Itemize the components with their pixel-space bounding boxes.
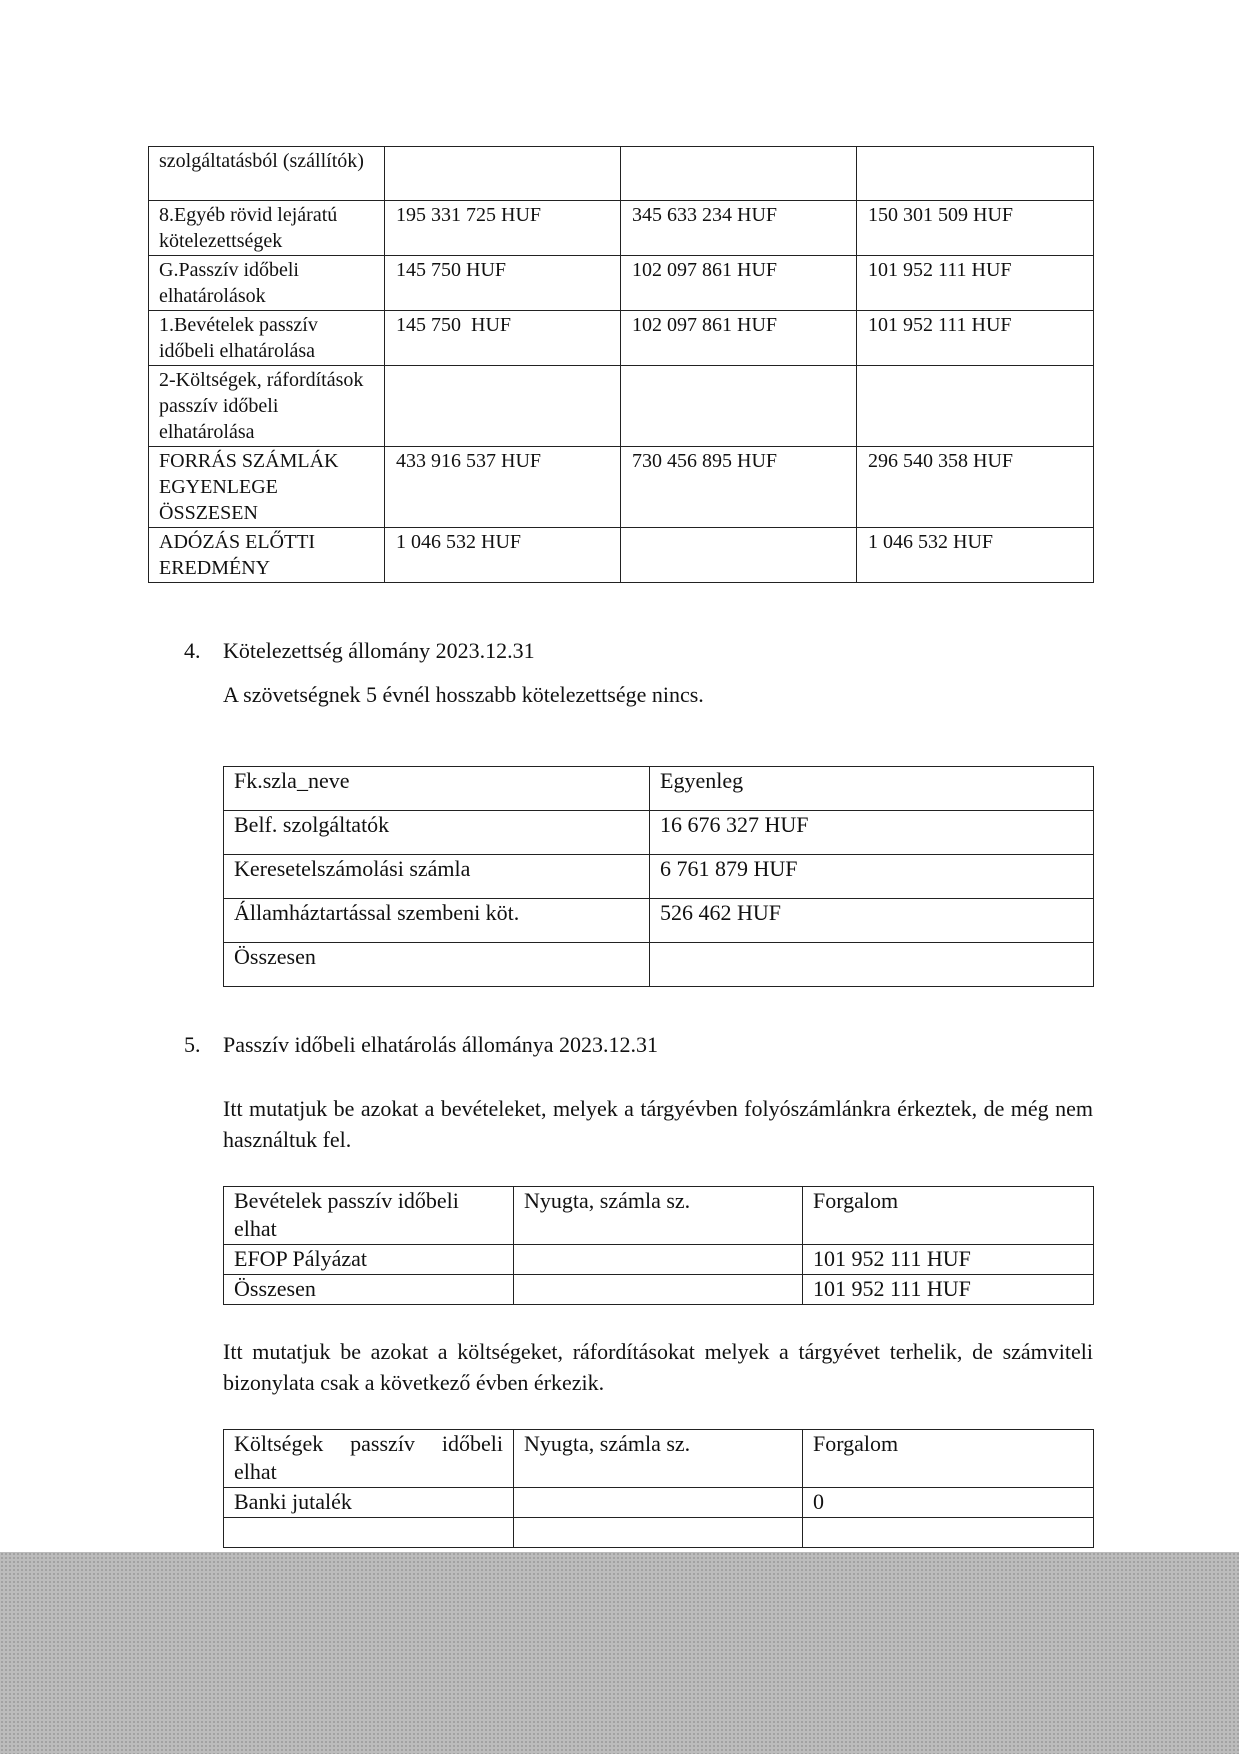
table-row	[224, 1245, 1094, 1275]
value-cell: 345 633 234 HUF	[621, 201, 857, 256]
value-cell: 296 540 358 HUF	[857, 447, 1094, 528]
table-row	[149, 201, 1094, 256]
section-4-text: A szövetségnek 5 évnél hosszabb kötelezettsége nincs.	[223, 682, 704, 707]
value-cell: 101 952 111 HUF	[857, 256, 1094, 311]
balance-value: 526 462 HUF	[650, 899, 1094, 943]
section-4-title: Kötelezettség állomány 2023.12.31	[223, 638, 535, 663]
obligations-table	[223, 766, 1094, 987]
row-label: 2-Költségek, ráfordítások passzív időbeli elhatárolása	[149, 366, 385, 447]
value-cell: 1 046 532 HUF	[385, 528, 621, 583]
value-cell	[385, 147, 621, 201]
section-5-text-costs: Itt mutatjuk be azokat a költségeket, ráfordításokat melyek a tárgyévet terhelik, de számviteli bizonylata csak a következő évben érkezik.	[223, 1339, 1093, 1395]
receipt-cell	[514, 1275, 803, 1305]
column-header: Nyugta, számla sz.	[514, 1430, 803, 1488]
item-cell: Összesen	[224, 1275, 514, 1305]
row-label: G.Passzív időbeli elhatárolások	[149, 256, 385, 311]
balance-table	[148, 146, 1094, 583]
row-label: szolgáltatásból (szállítók)	[149, 147, 385, 201]
value-cell	[857, 147, 1094, 201]
column-header: Egyenleg	[650, 767, 1094, 811]
table-header-row	[224, 1430, 1094, 1488]
account-name: Összesen	[224, 943, 650, 987]
table-row	[224, 855, 1094, 899]
value-cell	[621, 147, 857, 201]
receipt-cell	[514, 1245, 803, 1275]
account-name: Államháztartással szembeni köt.	[224, 899, 650, 943]
balance-value: 16 676 327 HUF	[650, 811, 1094, 855]
value-cell: 730 456 895 HUF	[621, 447, 857, 528]
table-row	[149, 447, 1094, 528]
amount-cell	[803, 1518, 1094, 1548]
column-header: Forgalom	[803, 1430, 1094, 1488]
column-header: Költségek passzív időbeli elhat	[224, 1430, 514, 1488]
value-cell: 433 916 537 HUF	[385, 447, 621, 528]
value-cell	[857, 366, 1094, 447]
grey-cover-band	[0, 1552, 1239, 1754]
table-row	[224, 811, 1094, 855]
amount-cell: 0	[803, 1488, 1094, 1518]
value-cell: 195 331 725 HUF	[385, 201, 621, 256]
row-label: 8.Egyéb rövid lejáratú kötelezettségek	[149, 201, 385, 256]
value-cell	[385, 366, 621, 447]
value-cell: 145 750 HUF	[385, 311, 621, 366]
receipt-cell	[514, 1518, 803, 1548]
value-cell	[621, 366, 857, 447]
value-cell: 145 750 HUF	[385, 256, 621, 311]
table-row	[224, 1488, 1094, 1518]
table-row	[149, 311, 1094, 366]
item-cell: EFOP Pályázat	[224, 1245, 514, 1275]
value-cell: 102 097 861 HUF	[621, 256, 857, 311]
table-row	[149, 147, 1094, 201]
receipt-cell	[514, 1488, 803, 1518]
value-cell: 102 097 861 HUF	[621, 311, 857, 366]
amount-cell: 101 952 111 HUF	[803, 1245, 1094, 1275]
row-label: FORRÁS SZÁMLÁK EGYENLEGE ÖSSZESEN	[149, 447, 385, 528]
amount-cell: 101 952 111 HUF	[803, 1275, 1094, 1305]
table-row	[149, 528, 1094, 583]
column-header: Forgalom	[803, 1187, 1094, 1245]
table-header-row	[224, 1187, 1094, 1245]
section-5-number: 5.	[184, 1032, 201, 1057]
table-row	[149, 256, 1094, 311]
table-row	[224, 943, 1094, 987]
value-cell: 1 046 532 HUF	[857, 528, 1094, 583]
table-row	[224, 899, 1094, 943]
column-header: Fk.szla_neve	[224, 767, 650, 811]
section-5-text-revenue: Itt mutatjuk be azokat a bevételeket, melyek a tárgyévben folyószámlánkra érkeztek, de még nem használtuk fel.	[223, 1096, 1093, 1152]
value-cell	[621, 528, 857, 583]
cost-accruals-table	[223, 1429, 1094, 1548]
table-row	[149, 366, 1094, 447]
table-header-row	[224, 767, 1094, 811]
item-cell	[224, 1518, 514, 1548]
account-name: Belf. szolgáltatók	[224, 811, 650, 855]
section-5-title: Passzív időbeli elhatárolás állománya 2023.12.31	[223, 1032, 659, 1057]
table-row	[224, 1518, 1094, 1548]
account-name: Keresetelszámolási számla	[224, 855, 650, 899]
balance-value	[650, 943, 1094, 987]
column-header: Bevételek passzív időbeli elhat	[224, 1187, 514, 1245]
balance-value: 6 761 879 HUF	[650, 855, 1094, 899]
row-label: ADÓZÁS ELŐTTI EREDMÉNY	[149, 528, 385, 583]
column-header: Nyugta, számla sz.	[514, 1187, 803, 1245]
value-cell: 101 952 111 HUF	[857, 311, 1094, 366]
item-cell: Banki jutalék	[224, 1488, 514, 1518]
value-cell: 150 301 509 HUF	[857, 201, 1094, 256]
row-label: 1.Bevételek passzív időbeli elhatárolása	[149, 311, 385, 366]
table-row	[224, 1275, 1094, 1305]
revenue-accruals-table	[223, 1186, 1094, 1305]
section-4-number: 4.	[184, 638, 201, 663]
